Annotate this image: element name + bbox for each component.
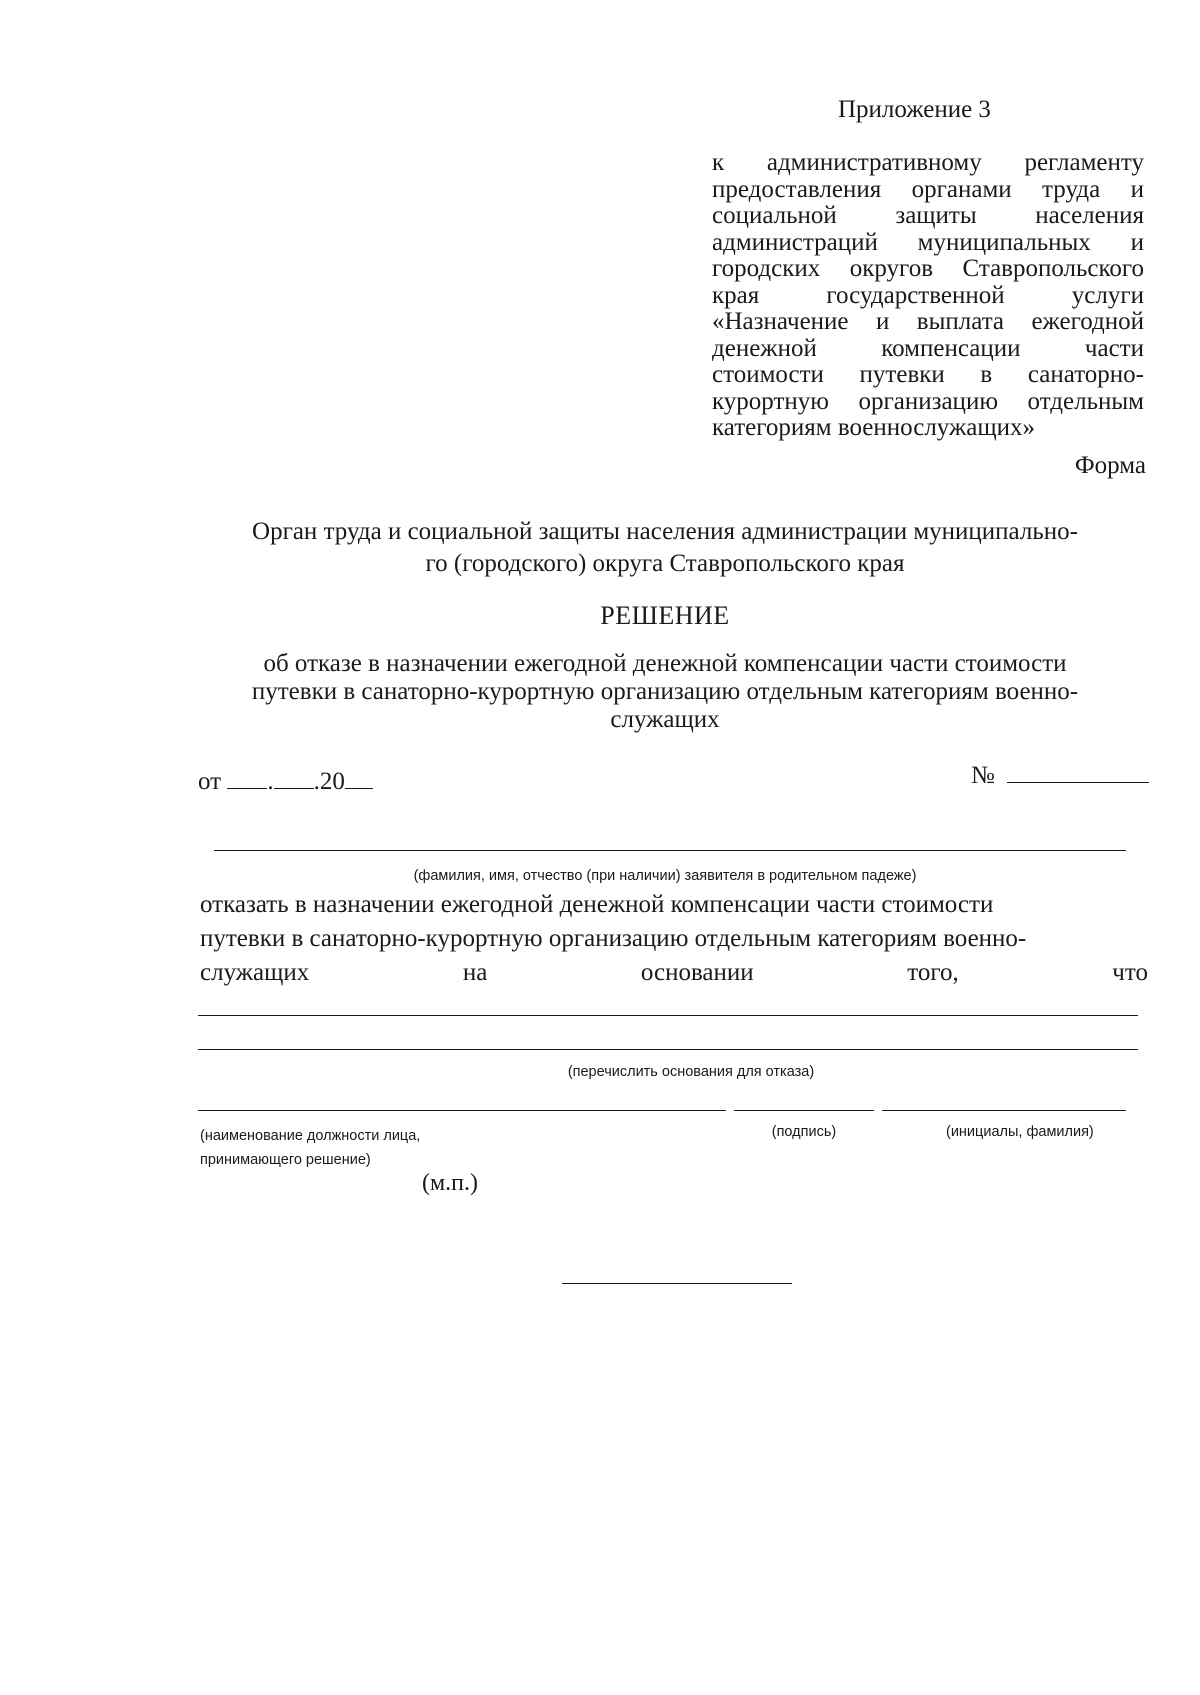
applicant-name-line[interactable] [214, 850, 1126, 851]
name-line[interactable] [882, 1110, 1126, 1111]
issuing-authority [190, 516, 1140, 580]
stamp-placeholder: (м.п.) [422, 1170, 479, 1196]
regulation-reference: к административному регламенту предоставления органами труда и социальной защиты населения администраций муниципальных и городских округов Ставропольского края государственной услуги «Назначение и выплата ежегодной денежной компенсации части стоимости путевки в санаторно-курортную организацию отдельным категориям военнослужащих» [712, 149, 1144, 441]
authority-line-2: го (городского) округа Ставропольского края [425, 550, 905, 577]
body-line-1: отказать в назначении ежегодной денежной компенсации части стоимости [200, 891, 994, 918]
reason-line-1[interactable] [198, 1015, 1138, 1016]
body-word: что [1112, 959, 1148, 986]
authority-line-1: Орган труда и социальной защиты населения администрации муниципально- [252, 518, 1078, 545]
decision-body [200, 888, 1148, 990]
reasons-caption: (перечислить основания для отказа) [567, 1064, 815, 1080]
day-blank[interactable] [227, 764, 267, 789]
number-sign: № [971, 762, 995, 789]
body-word: на [462, 959, 488, 986]
signature-line[interactable] [734, 1110, 874, 1111]
position-caption [200, 1124, 420, 1172]
decision-subject-line-2: путевки в санаторно-курортную организацию отдельным категориям военно- [251, 678, 1079, 705]
body-word: того, [907, 959, 959, 986]
document-end-divider [562, 1283, 792, 1284]
decision-subject-line-1: об отказе в назначении ежегодной денежной компенсации части стоимости [263, 650, 1067, 677]
decision-subject [190, 650, 1140, 734]
body-word: основании [640, 959, 754, 986]
position-line[interactable] [198, 1110, 726, 1111]
month-blank[interactable] [274, 764, 314, 789]
year-prefix: .20 [313, 768, 345, 795]
body-line-2: путевки в санаторно-курортную организацию отдельным категориям военно- [200, 925, 1027, 952]
number-blank[interactable] [1007, 758, 1149, 783]
reason-line-2[interactable] [198, 1049, 1138, 1050]
decision-subject-line-3: служащих [610, 706, 720, 733]
body-word: служащих [200, 959, 310, 986]
decision-title: РЕШЕНИЕ [600, 601, 730, 630]
appendix-title: Приложение 3 [838, 96, 991, 123]
applicant-caption: (фамилия, имя, отчество (при наличии) заявителя в родительном падеже) [413, 868, 917, 884]
year-blank[interactable] [345, 764, 373, 789]
date-prefix: от [198, 768, 222, 795]
body-line-3 [200, 956, 1148, 990]
signature-caption: (подпись) [771, 1124, 837, 1140]
date-field [198, 764, 373, 796]
form-label: Форма [1074, 452, 1146, 479]
position-caption-line-1: (наименование должности лица, [200, 1128, 421, 1144]
position-caption-line-2: принимающего решение) [200, 1152, 371, 1168]
date-dot: . [267, 768, 274, 795]
name-caption: (инициалы, фамилия) [946, 1124, 1094, 1140]
number-field [971, 758, 1149, 790]
